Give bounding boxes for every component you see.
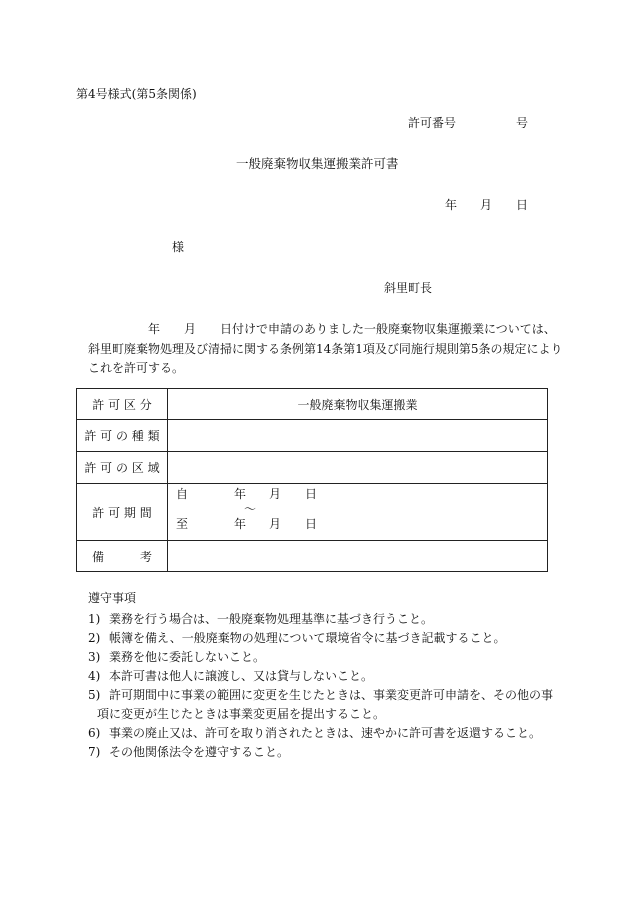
table-row-type (77, 420, 548, 452)
label-remarks: 備 考 (77, 541, 168, 572)
period-from-year: 年 (234, 487, 247, 501)
period-to-label: 至 (176, 517, 189, 531)
list-item (88, 629, 556, 648)
addressee-suffix: 様 (172, 240, 185, 254)
rule-text: 業務を他に委託しないこと。 (109, 650, 266, 664)
document-title: 一般廃棄物収集運搬業許可書 (236, 156, 399, 171)
value-permit-area (168, 452, 548, 484)
list-item (88, 686, 556, 724)
list-item (88, 667, 556, 686)
rule-number: 1) (88, 612, 101, 626)
body-text-line2: 斜里町廃棄物処理及び清掃に関する条例第14条第1項及び同施行規則第5条の規定により (88, 342, 563, 356)
issuer-name: 斜里町長 (384, 281, 433, 295)
rule-number: 3) (88, 650, 101, 664)
value-remarks (168, 541, 548, 572)
list-item (88, 610, 556, 629)
permit-table (76, 388, 548, 572)
list-item (88, 743, 556, 762)
value-permit-category: 一般廃棄物収集運搬業 (168, 389, 548, 420)
label-permit-type: 許 可 の 種 類 (77, 420, 168, 452)
period-to-day: 日 (305, 517, 318, 531)
table-row-remarks (77, 541, 548, 572)
rule-number: 4) (88, 669, 101, 683)
date-month: 月 (480, 198, 493, 212)
body-text-line3: これを許可する。 (88, 361, 185, 375)
list-item (88, 648, 556, 667)
rule-text: 本許可書は他人に譲渡し、又は貸与しないこと。 (109, 669, 374, 683)
period-from-month: 月 (269, 487, 282, 501)
rule-text: その他関係法令を遵守すること。 (109, 745, 290, 759)
label-permit-category: 許 可 区 分 (77, 389, 168, 420)
period-tilde: ～ (244, 502, 257, 516)
table-row-category (77, 389, 548, 420)
rule-number: 6) (88, 726, 101, 740)
rule-number: 7) (88, 745, 101, 759)
compliance-rules (88, 589, 556, 762)
period-to-year: 年 (234, 517, 247, 531)
rules-heading: 遵守事項 (88, 591, 137, 605)
rule-text: 許可期間中に事業の範囲に変更を生じたときは、事業変更許可申請を、その他の事 (109, 688, 554, 702)
label-permit-area: 許 可 の 区 域 (77, 452, 168, 484)
rule-number: 5) (88, 688, 101, 702)
value-permit-type (168, 420, 548, 452)
period-from-label: 自 (176, 487, 189, 501)
rule-text: 帳簿を備え、一般廃棄物の処理について環境省令に基づき記載すること。 (109, 631, 506, 645)
form-number: 第4号様式(第5条関係) (76, 87, 197, 101)
permit-number-label: 許可番号 (408, 116, 457, 130)
permit-number-suffix: 号 (516, 116, 529, 130)
rule-number: 2) (88, 631, 101, 645)
rule-text: 業務を行う場合は、一般廃棄物処理基準に基づき行うこと。 (109, 612, 434, 626)
period-to-month: 月 (269, 517, 282, 531)
value-permit-period (168, 484, 548, 541)
date-day: 日 (516, 198, 529, 212)
list-item (88, 724, 556, 743)
table-row-area (77, 452, 548, 484)
table-row-period (77, 484, 548, 541)
period-from-day: 日 (305, 487, 318, 501)
rule-text-continued: 項に変更が生じたときは事業変更届を提出すること。 (97, 707, 386, 721)
date-year: 年 (445, 198, 458, 212)
rule-text: 事業の廃止又は、許可を取り消されたときは、速やかに許可書を返還すること。 (109, 726, 542, 740)
label-permit-period: 許 可 期 間 (77, 484, 168, 541)
body-text-line1: 年 月 日付けで申請のありました一般廃棄物収集運搬業については、 (148, 322, 556, 336)
rules-list (88, 610, 556, 762)
